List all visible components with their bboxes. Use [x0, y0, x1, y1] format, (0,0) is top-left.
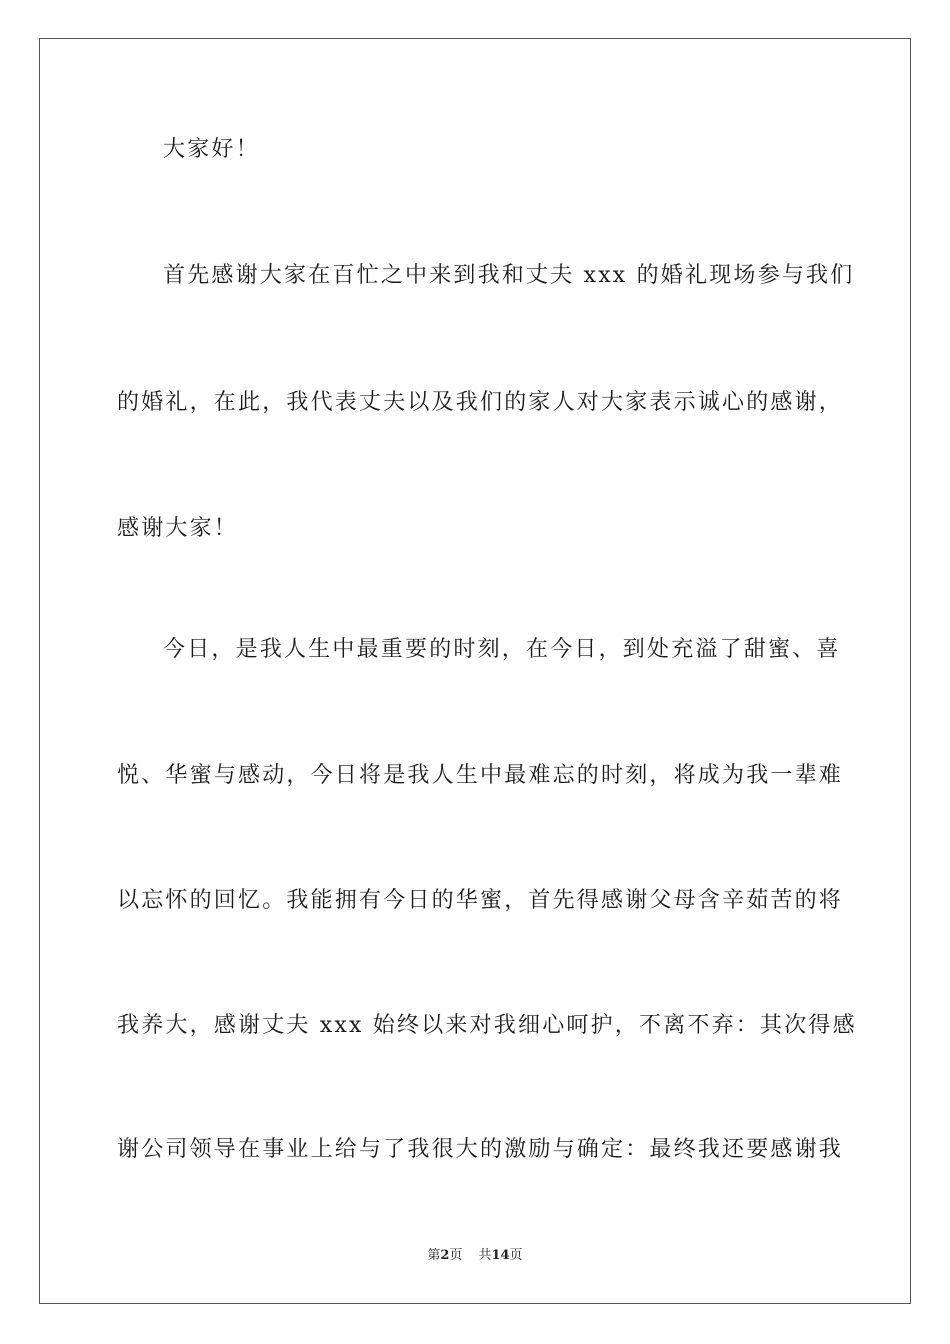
page-suffix: 页: [449, 1248, 463, 1263]
paragraph-1-line-1: 首先感谢大家在百忙之中来到我和丈夫 xxx 的婚礼现场参与我们: [163, 263, 855, 288]
page-prefix: 第: [427, 1248, 441, 1263]
total-pages: 14: [491, 1248, 510, 1263]
total-suffix: 页: [509, 1248, 523, 1263]
paragraph-2-line-3: 以忘怀的回忆。我能拥有今日的华蜜，首先得感谢父母含辛茹苦的将: [117, 888, 844, 913]
page-frame: [39, 38, 911, 1304]
paragraph-1-line-3: 感谢大家！: [117, 516, 239, 541]
paragraph-2-line-4: 我养大，感谢丈夫 xxx 始终以来对我细心呵护，不离不弃：其次得感: [117, 1013, 857, 1038]
page-number: 2: [440, 1248, 450, 1263]
paragraph-2-line-1: 今日，是我人生中最重要的时刻，在今日，到处充溢了甜蜜、喜: [163, 637, 841, 662]
paragraph-1-line-2: 的婚礼，在此，我代表丈夫以及我们的家人对大家表示诚心的感谢，: [117, 390, 844, 415]
total-prefix: 共: [478, 1248, 492, 1263]
paragraph-2-line-2: 悦、华蜜与感动，今日将是我人生中最难忘的时刻，将成为我一辈难: [117, 763, 844, 788]
paragraph-greeting: 大家好！: [163, 137, 260, 162]
page-footer: [0, 1248, 950, 1264]
paragraph-2-line-5: 谢公司领导在事业上给与了我很大的激励与确定：最终我还要感谢我: [117, 1137, 844, 1162]
